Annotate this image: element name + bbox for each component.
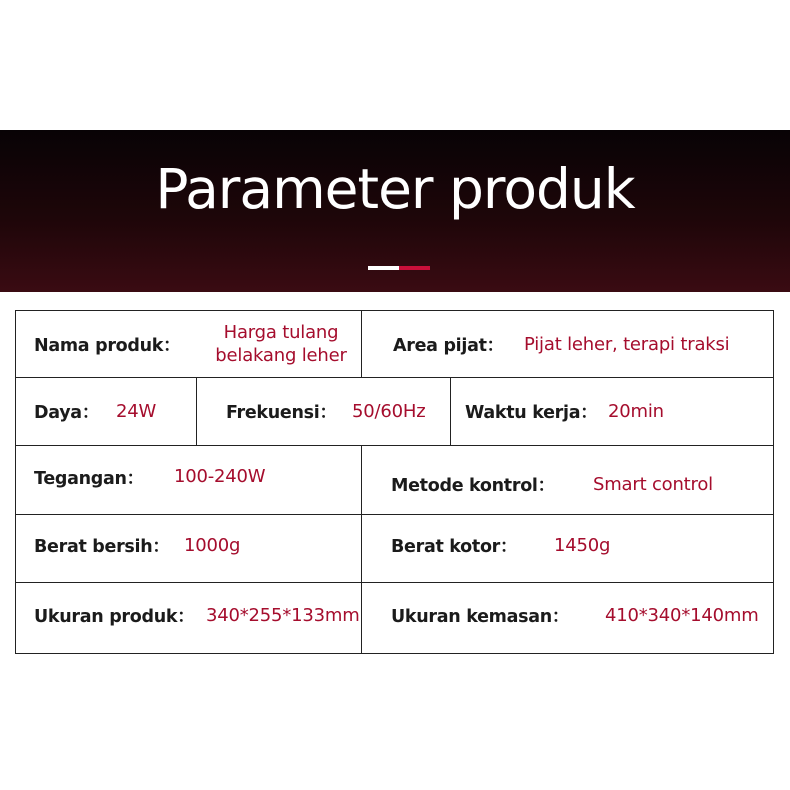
column-divider: [361, 445, 362, 653]
label-area-pijat: Area pijat：: [393, 335, 504, 356]
title-underline-red: [399, 266, 430, 270]
value-ukuran-kemasan: 410*340*140mm: [605, 605, 759, 626]
value-area-pijat: Pijat leher, terapi traksi: [524, 333, 730, 355]
value-frekuensi: 50/60Hz: [352, 400, 426, 422]
value-line: Harga tulang: [223, 322, 339, 343]
label-frekuensi: Frekuensi：: [226, 402, 337, 423]
parameter-table: [15, 310, 774, 654]
label-nama-produk: Nama produk：: [34, 335, 181, 356]
page-title: Parameter produk: [155, 157, 635, 221]
column-divider: [450, 377, 451, 445]
value-metode-kontrol: Smart control: [593, 474, 713, 495]
value-line: belakang leher: [215, 345, 347, 366]
value-daya: 24W: [116, 400, 157, 422]
label-berat-kotor: Berat kotor：: [391, 536, 518, 557]
value-waktu-kerja: 20min: [608, 400, 664, 422]
value-ukuran-produk: 340*255*133mm: [206, 605, 360, 626]
label-metode-kontrol: Metode kontrol：: [391, 476, 555, 496]
column-divider: [361, 311, 362, 377]
label-ukuran-produk: Ukuran produk：: [34, 607, 195, 627]
label-tegangan: Tegangan：: [34, 469, 144, 489]
column-divider: [196, 377, 197, 445]
label-waktu-kerja: Waktu kerja：: [465, 402, 598, 423]
value-berat-bersih: 1000g: [184, 534, 241, 556]
value-tegangan: 100-240W: [174, 466, 266, 487]
label-berat-bersih: Berat bersih：: [34, 536, 170, 557]
value-berat-kotor: 1450g: [554, 534, 611, 556]
label-daya: Daya：: [34, 402, 100, 423]
title-underline-white: [368, 266, 399, 270]
title-banner: [0, 130, 790, 292]
value-nama-produk: [211, 321, 351, 367]
label-ukuran-kemasan: Ukuran kemasan：: [391, 607, 570, 627]
